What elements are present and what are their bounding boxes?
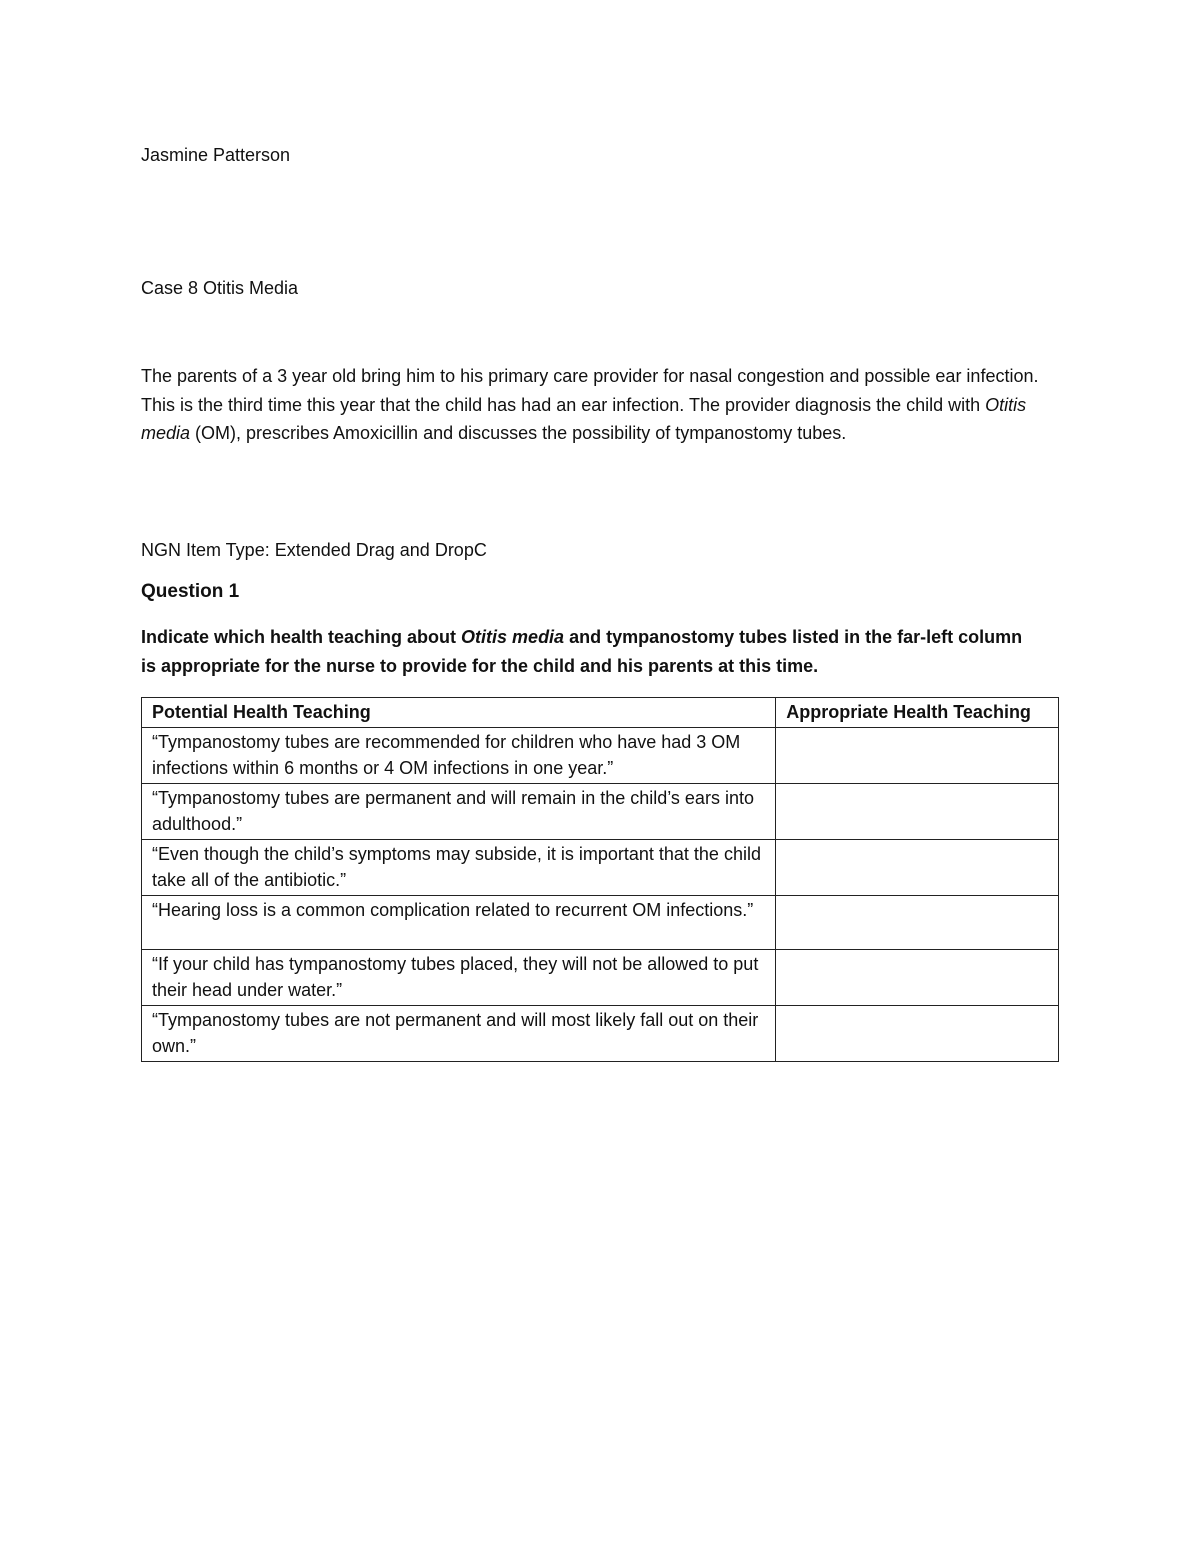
drop-target-cell[interactable] bbox=[776, 949, 1059, 1005]
prompt-text-end: and tympanostomy tubes listed in the far-left column is appropriate for the nurse to provide for the child and his parents at this time. bbox=[141, 627, 1023, 676]
teaching-option[interactable]: “Tympanostomy tubes are permanent and will remain in the child’s ears into adulthood.” bbox=[142, 783, 776, 839]
scenario-text-start: The parents of a 3 year old bring him to his primary care provider for nasal congestion and possible ear infection. This is the third time this year that the child has had an ear infection. The provider diagnosis the child with bbox=[141, 366, 1039, 415]
header-appropriate-teaching: Appropriate Health Teaching bbox=[776, 698, 1059, 728]
teaching-option[interactable]: “Tympanostomy tubes are not permanent and will most likely fall out on their own.” bbox=[142, 1005, 776, 1061]
prompt-text-start: Indicate which health teaching about bbox=[141, 627, 462, 647]
teaching-option[interactable]: “Even though the child’s symptoms may subside, it is important that the child take all of the antibiotic.” bbox=[142, 839, 776, 895]
table-row bbox=[142, 895, 1059, 949]
teaching-option[interactable]: “Tympanostomy tubes are recommended for children who have had 3 OM infections within 6 months or 4 OM infections in one year.” bbox=[142, 727, 776, 783]
table-row bbox=[142, 1005, 1059, 1061]
teaching-option[interactable]: “If your child has tympanostomy tubes placed, they will not be allowed to put their head under water.” bbox=[142, 949, 776, 1005]
drop-target-cell[interactable] bbox=[776, 727, 1059, 783]
table-row bbox=[142, 783, 1059, 839]
header-potential-teaching: Potential Health Teaching bbox=[142, 698, 776, 728]
scenario-text-end: (OM), prescribes Amoxicillin and discusses the possibility of tympanostomy tubes. bbox=[190, 423, 847, 443]
table-header-row bbox=[142, 698, 1059, 728]
health-teaching-table bbox=[141, 697, 1059, 1062]
item-type-label: NGN Item Type: Extended Drag and DropC bbox=[141, 540, 487, 560]
table-row bbox=[142, 949, 1059, 1005]
drop-target-cell[interactable] bbox=[776, 895, 1059, 949]
question-heading: Question 1 bbox=[141, 581, 240, 602]
case-scenario bbox=[141, 362, 1061, 448]
case-title: Case 8 Otitis Media bbox=[141, 278, 299, 298]
drop-target-cell[interactable] bbox=[776, 783, 1059, 839]
drop-target-cell[interactable] bbox=[776, 839, 1059, 895]
table-row bbox=[142, 839, 1059, 895]
prompt-italic-term: Otitis media bbox=[461, 627, 565, 647]
drop-target-cell[interactable] bbox=[776, 1005, 1059, 1061]
question-prompt bbox=[141, 623, 1041, 680]
teaching-option[interactable]: “Hearing loss is a common complication related to recurrent OM infections.” bbox=[142, 895, 776, 949]
scenario-italic-term: Otitis media bbox=[141, 394, 1027, 443]
table-row bbox=[142, 727, 1059, 783]
author-name: Jasmine Patterson bbox=[141, 145, 291, 165]
